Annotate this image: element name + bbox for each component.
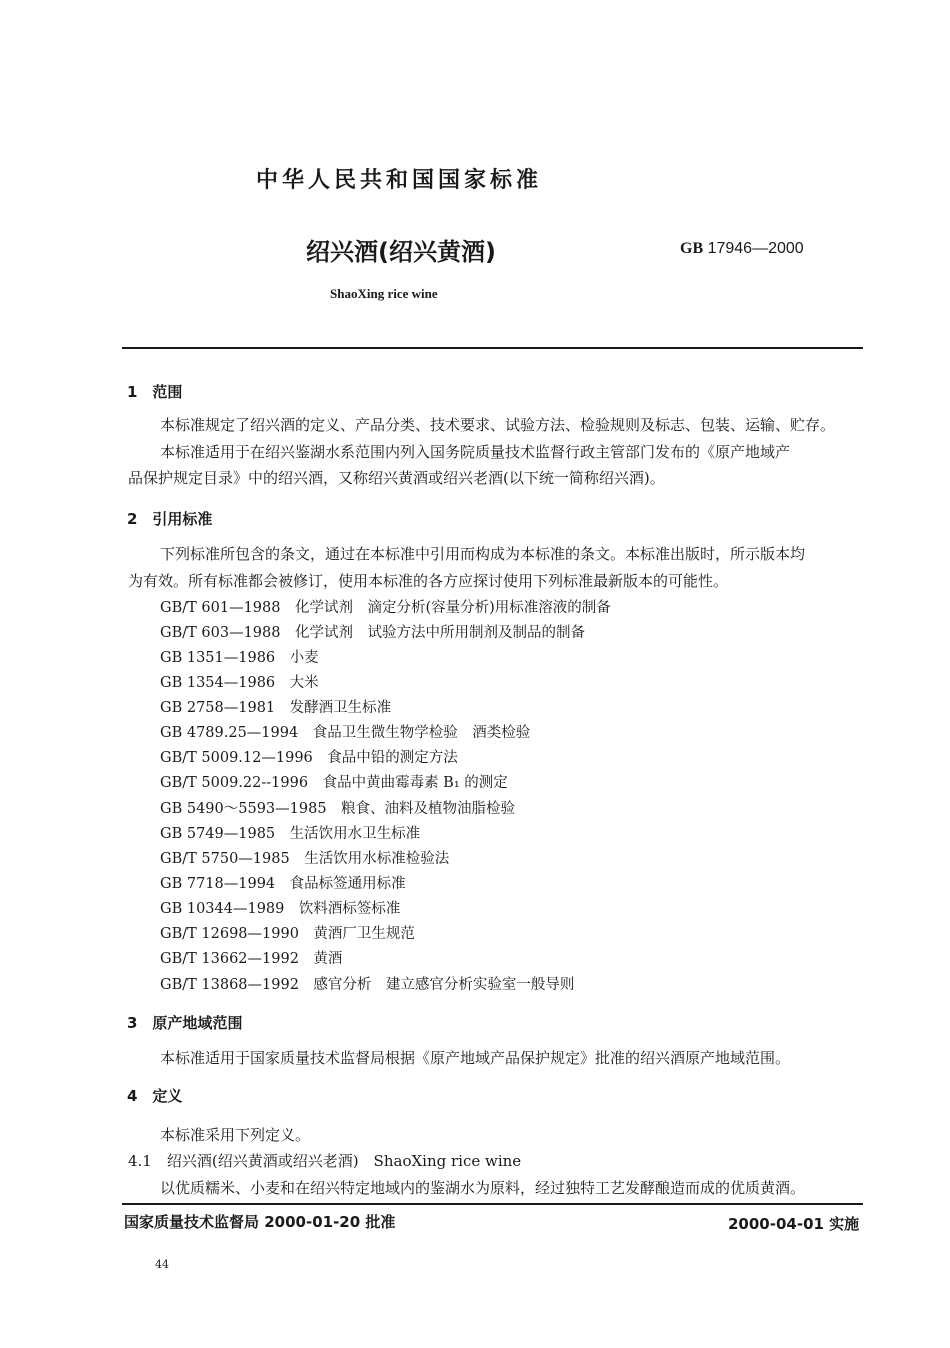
standard-code <box>680 240 804 258</box>
reference-item: GB/T 5009.22--1996 食品中黄曲霉毒素 B₁ 的测定 <box>160 775 508 791</box>
section-1-paragraph: 本标准规定了绍兴酒的定义、产品分类、技术要求、试验方法、检验规则及标志、包装、运输、贮存。 <box>160 416 836 434</box>
reference-item: GB 1354—1986 大米 <box>160 675 319 691</box>
reference-item: GB/T 13868—1992 感官分析 建立感官分析实验室一般导则 <box>160 977 575 993</box>
reference-item: GB 4789.25—1994 食品卫生微生物学检验 酒类检验 <box>160 725 531 741</box>
english-title: ShaoXing rice wine <box>330 286 438 301</box>
section-1-paragraph-2-line-1: 本标准适用于在绍兴鉴湖水系范围内列入国务院质量技术监督行政主管部门发布的《原产地域产 <box>160 443 791 461</box>
section-4-paragraph: 本标准采用下列定义。 <box>160 1126 311 1144</box>
reference-item: GB/T 13662—1992 黄酒 <box>160 951 343 967</box>
section-1-paragraph-2-line-2: 品保护规定目录》中的绍兴酒，又称绍兴黄酒或绍兴老酒(以下统一简称绍兴酒)。 <box>128 469 665 487</box>
issued-by: 国家质量技术监督局 2000-01-20 批准 <box>124 1213 396 1231</box>
reference-item: GB 10344—1989 饮料酒标签标准 <box>160 901 401 917</box>
reference-item: GB/T 5750—1985 生活饮用水标准检验法 <box>160 851 450 867</box>
section-2-intro-line-2: 为有效。所有标准都会被修订，使用本标准的各方应探讨使用下列标准最新版本的可能性。 <box>128 572 729 590</box>
reference-item: GB 5749—1985 生活饮用水卫生标准 <box>160 826 421 842</box>
standard-code-prefix: GB <box>680 240 704 257</box>
section-2-heading: 2 引用标准 <box>127 510 213 528</box>
definition-4-1-heading: 4.1 绍兴酒(绍兴黄酒或绍兴老酒) ShaoXing rice wine <box>128 1152 522 1170</box>
reference-item: GB/T 601—1988 化学试剂 滴定分析(容量分析)用标准溶液的制备 <box>160 600 611 616</box>
reference-item: GB/T 5009.12—1996 食品中铅的测定方法 <box>160 750 458 766</box>
reference-item: GB 5490～5593—1985 粮食、油料及植物油脂检验 <box>160 801 516 817</box>
page-number: 44 <box>155 1258 169 1271</box>
footer-divider <box>122 1203 863 1205</box>
reference-item: GB 7718—1994 食品标签通用标准 <box>160 876 406 892</box>
section-3-paragraph: 本标准适用于国家质量技术监督局根据《原产地域产品保护规定》批准的绍兴酒原产地域范围。 <box>160 1049 791 1067</box>
section-3-heading: 3 原产地域范围 <box>127 1014 243 1032</box>
reference-item: GB 2758—1981 发酵酒卫生标准 <box>160 700 392 716</box>
standard-type-title: 中华人民共和国国家标准 <box>256 168 543 193</box>
reference-item: GB 1351—1986 小麦 <box>160 650 319 666</box>
section-4-heading: 4 定义 <box>127 1087 183 1105</box>
effective-date: 2000-04-01 实施 <box>728 1215 860 1233</box>
definition-4-1-text: 以优质糯米、小麦和在绍兴特定地域内的鉴湖水为原料，经过独特工艺发酵酿造而成的优质黄酒。 <box>160 1179 806 1197</box>
reference-item: GB/T 12698—1990 黄酒厂卫生规范 <box>160 926 415 942</box>
document-title: 绍兴酒(绍兴黄酒) <box>306 238 496 266</box>
section-2-intro-line-1: 下列标准所包含的条文，通过在本标准中引用而构成为本标准的条文。本标准出版时，所示版本均 <box>160 545 806 563</box>
reference-item: GB/T 603—1988 化学试剂 试验方法中所用制剂及制品的制备 <box>160 625 585 641</box>
section-1-heading: 1 范围 <box>127 383 183 401</box>
standard-code-number: 17946—2000 <box>707 240 804 257</box>
header-divider <box>122 347 863 349</box>
